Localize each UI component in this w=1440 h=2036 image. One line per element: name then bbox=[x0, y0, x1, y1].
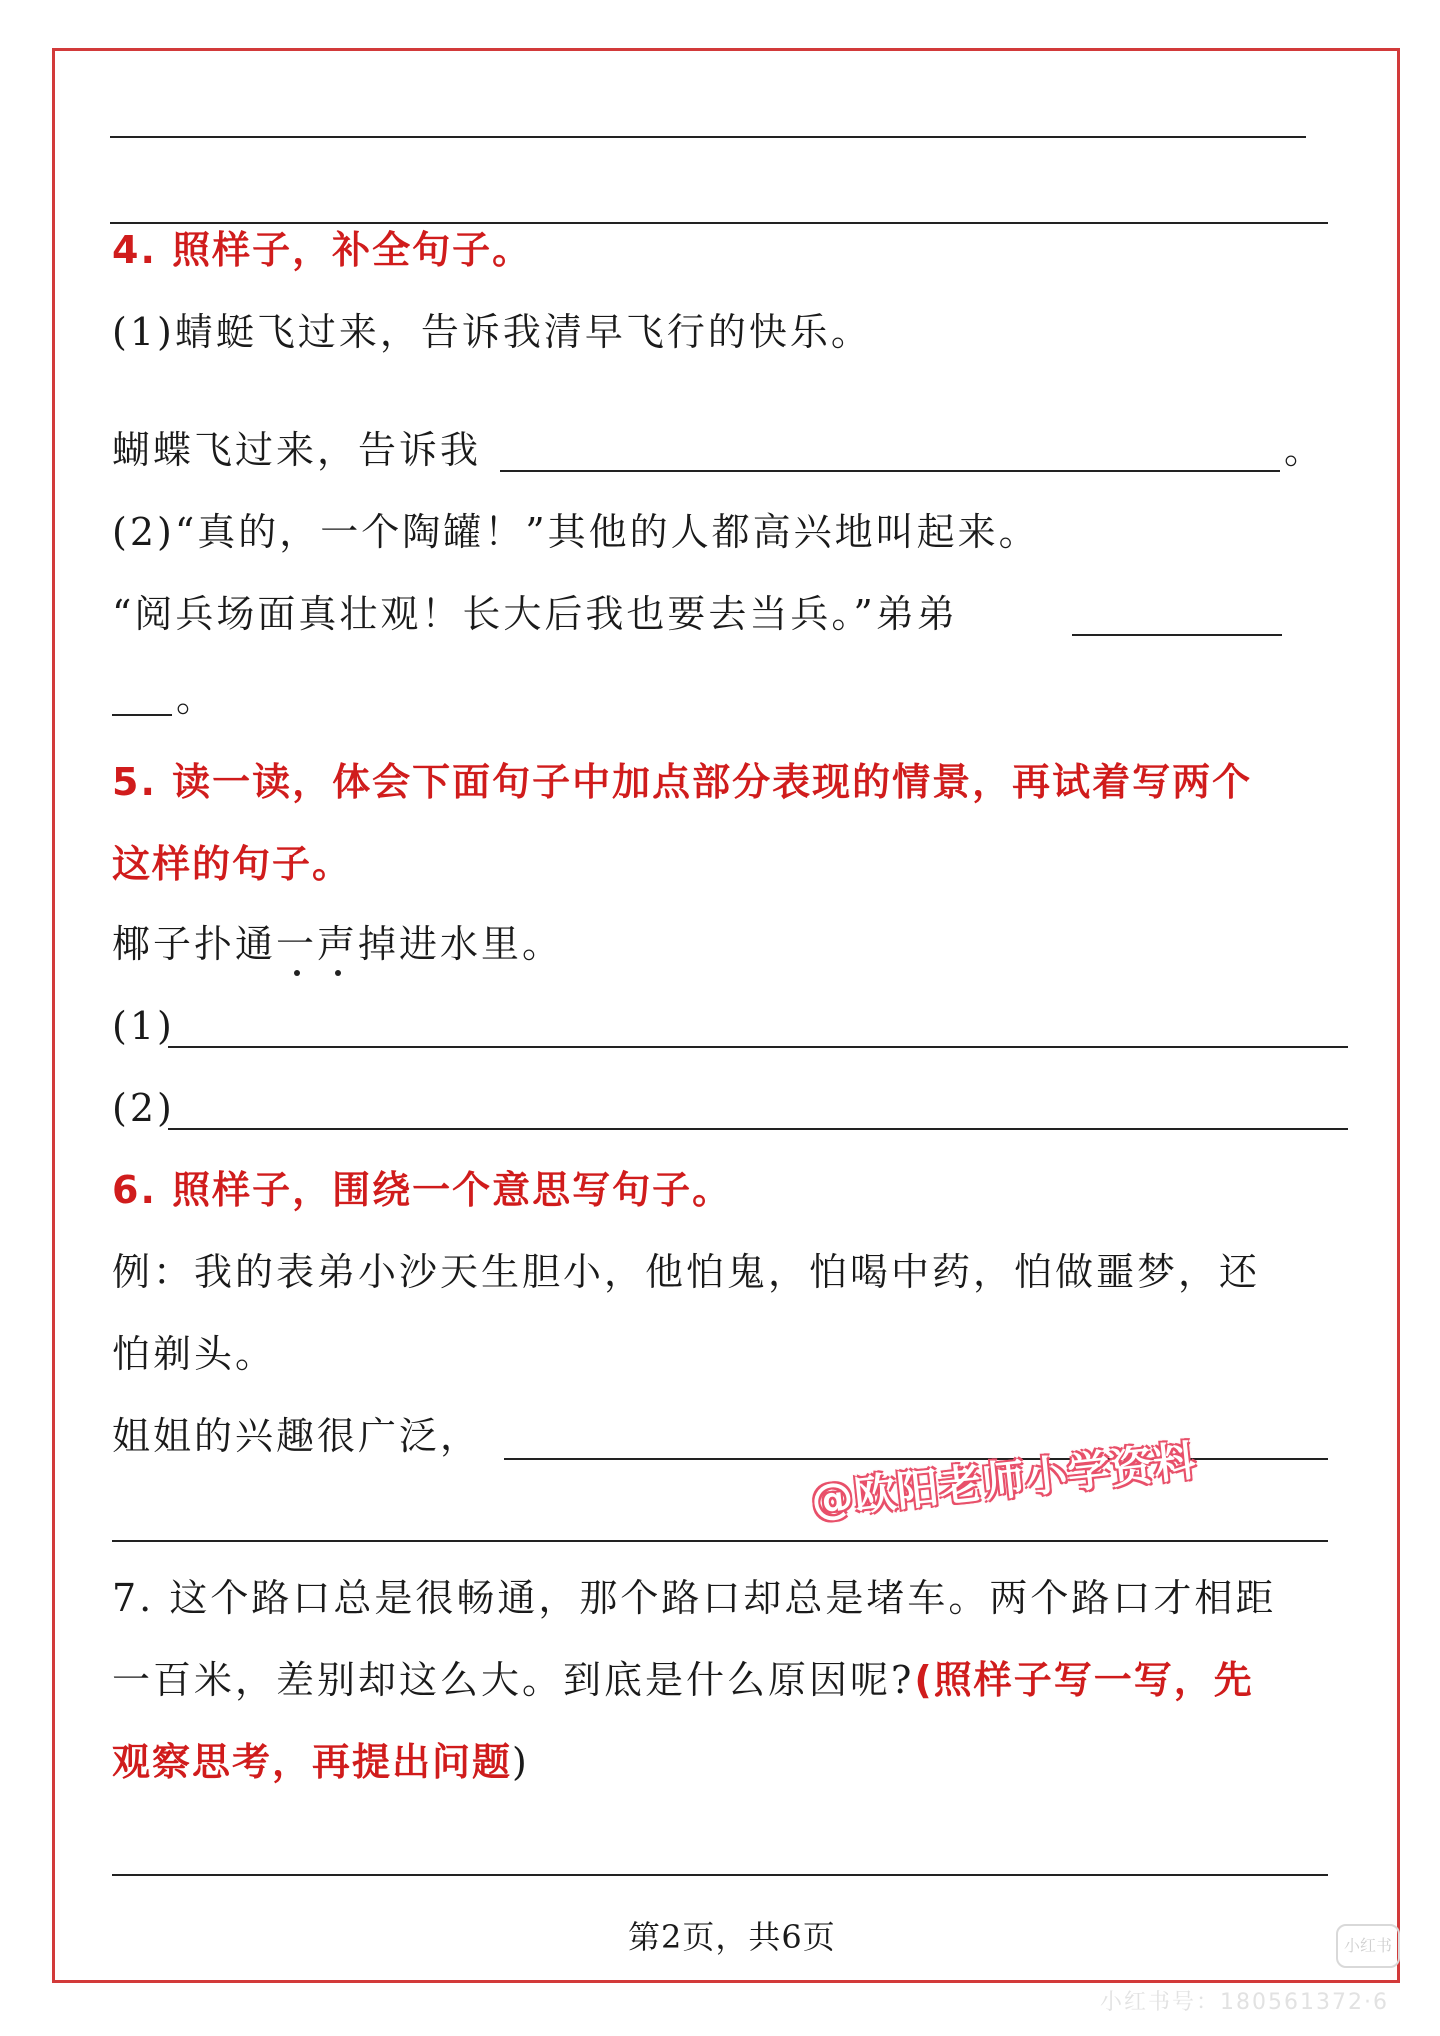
q5-example-after: 掉进水里。 bbox=[358, 922, 564, 966]
q4-period-2: 。 bbox=[176, 676, 218, 720]
q4-example-2: (2)“真的，一个陶罐！”其他的人都高兴地叫起来。 bbox=[112, 510, 1040, 554]
platform-logo-icon: 小红书 bbox=[1336, 1924, 1400, 1968]
q7-line3-end: ) bbox=[512, 1740, 530, 1784]
q4-answer-line-2a[interactable] bbox=[1072, 634, 1282, 636]
platform-account-id: 小红书号：180561372·6 bbox=[1100, 1990, 1389, 2015]
q5-item-1-label: (1) bbox=[112, 1004, 175, 1048]
q4-prompt-2: “阅兵场面真壮观！长大后我也要去当兵。”弟弟 bbox=[112, 592, 958, 636]
q5-example-sentence bbox=[112, 922, 563, 966]
answer-line bbox=[110, 136, 1306, 138]
q5-item-2-label: (2) bbox=[112, 1086, 175, 1130]
q6-example-line2: 怕剃头。 bbox=[112, 1332, 277, 1376]
q7-answer-line[interactable] bbox=[112, 1874, 1328, 1876]
answer-line bbox=[110, 222, 1328, 224]
q7-line2-text: 一百米，差别却这么大。到底是什么原因呢? bbox=[112, 1658, 915, 1702]
q4-prompt-1: 蝴蝶飞过来，告诉我 bbox=[112, 428, 482, 472]
q6-title: 6. 照样子，围绕一个意思写句子。 bbox=[112, 1168, 733, 1212]
q5-example-dotted-1: 一 bbox=[276, 922, 318, 966]
q4-title: 4. 照样子，补全句子。 bbox=[112, 228, 533, 272]
page-number: 第2页，共6页 bbox=[628, 1918, 836, 1956]
q7-line2-instruction: (照样子写一写，先 bbox=[914, 1658, 1254, 1702]
q5-answer-line-1[interactable] bbox=[168, 1046, 1348, 1048]
q5-example-before: 椰子扑通 bbox=[112, 922, 277, 966]
q4-answer-line-2b[interactable] bbox=[112, 714, 172, 716]
q7-line2 bbox=[112, 1658, 1254, 1702]
q5-answer-line-2[interactable] bbox=[168, 1128, 1348, 1130]
q6-example-line1: 例：我的表弟小沙天生胆小，他怕鬼，怕喝中药，怕做噩梦，还 bbox=[112, 1250, 1261, 1294]
q6-answer-line-2[interactable] bbox=[112, 1540, 1328, 1542]
q5-title-line1: 5. 读一读，体会下面句子中加点部分表现的情景，再试着写两个 bbox=[112, 760, 1253, 804]
q4-answer-line-1[interactable] bbox=[500, 470, 1280, 472]
q7-line1: 7. 这个路口总是很畅通，那个路口却总是堵车。两个路口才相距 bbox=[112, 1576, 1277, 1620]
q7-line3-instruction: 观察思考，再提出问题 bbox=[112, 1740, 513, 1784]
q4-period-1: 。 bbox=[1284, 428, 1326, 472]
q4-example-1: (1)蜻蜓飞过来，告诉我清早飞行的快乐。 bbox=[112, 310, 872, 354]
q7-line3 bbox=[112, 1740, 530, 1784]
q5-example-dotted-2: 声 bbox=[317, 922, 359, 966]
q6-prompt: 姐姐的兴趣很广泛， bbox=[112, 1414, 482, 1458]
q5-title-line2: 这样的句子。 bbox=[112, 842, 353, 886]
watermark-text: @欧阳老师小学资料 bbox=[808, 1435, 1199, 1526]
